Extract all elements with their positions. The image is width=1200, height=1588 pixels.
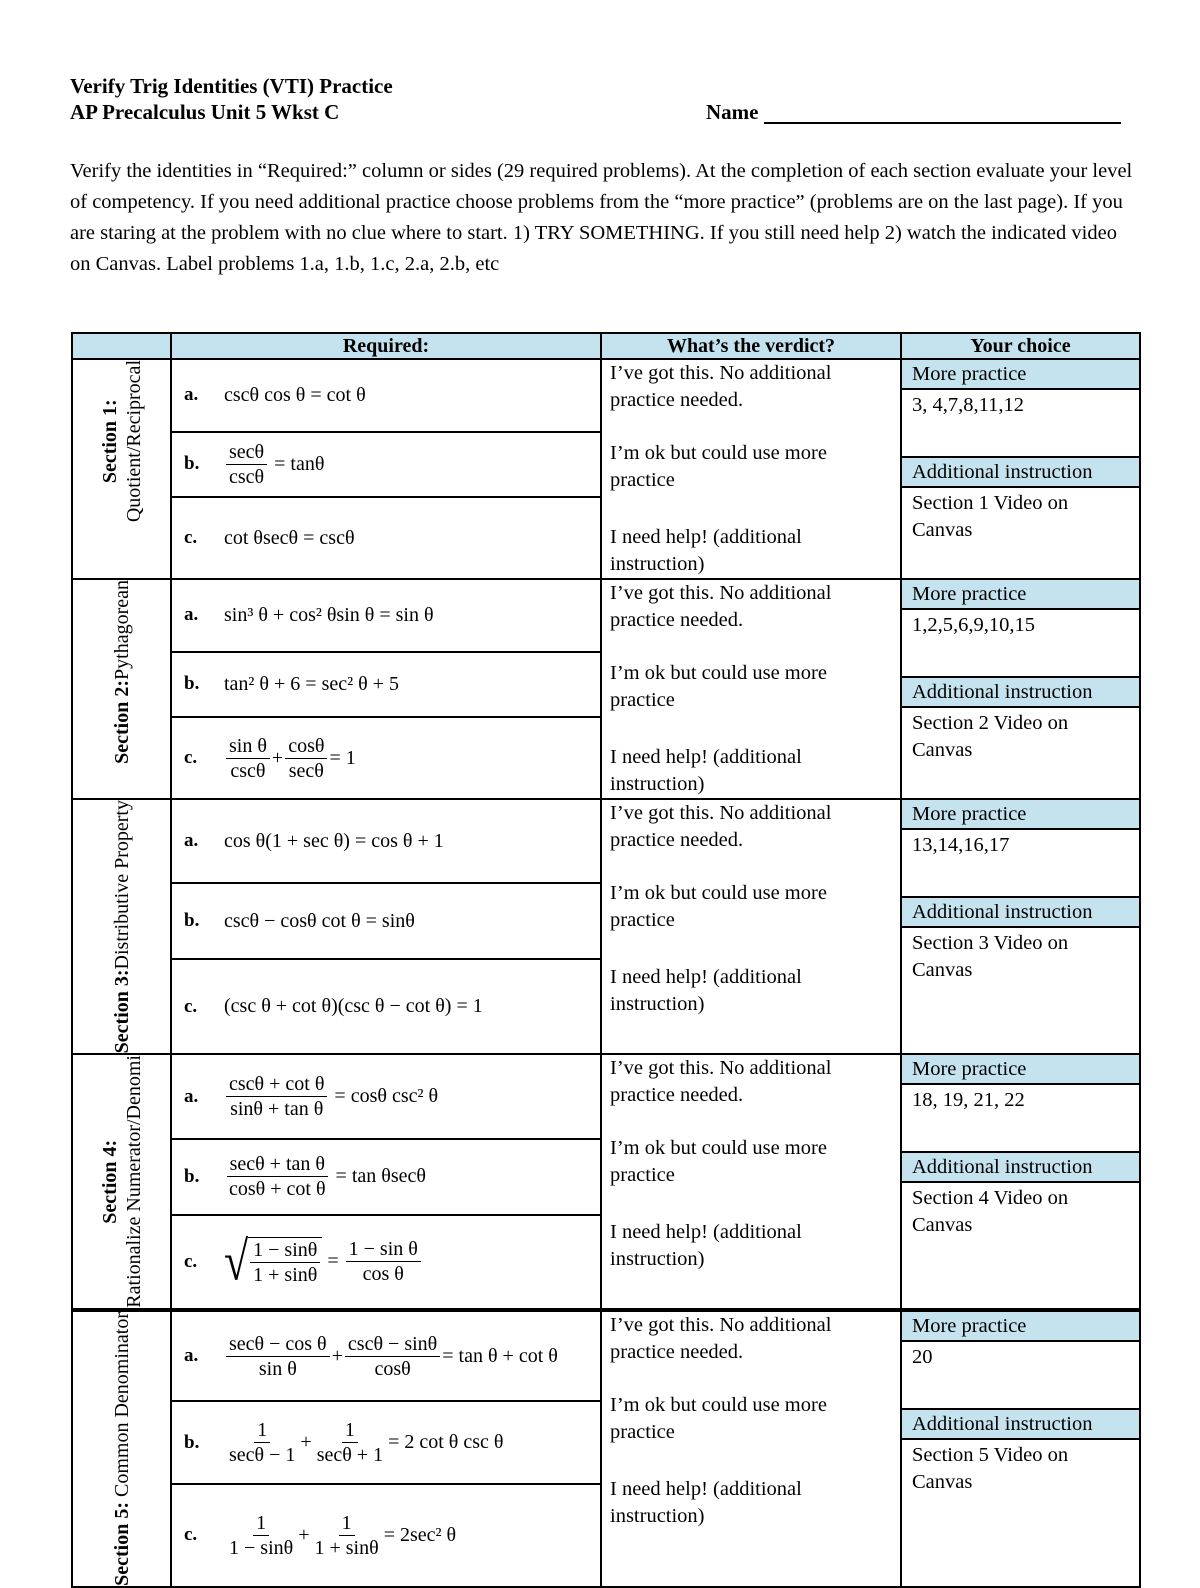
- verdict-help[interactable]: I need help! (additional instruction): [610, 1221, 802, 1271]
- section-4-label: Section 4: Rationalize Numerator/Denomi: [72, 1054, 171, 1310]
- choice-cell-4: [901, 1054, 1140, 1310]
- problem-3a: a. cos θ(1 + sec θ) = cos θ + 1: [171, 799, 601, 883]
- problem-1c: c. cot θsecθ = cscθ: [171, 497, 601, 579]
- table-row: [72, 799, 1140, 883]
- verdict-ok[interactable]: I’m ok but could use more practice: [610, 882, 827, 931]
- more-practice-problems: 18, 19, 21, 22: [912, 1089, 1025, 1112]
- verdict-cell-5: [601, 1310, 901, 1587]
- more-practice-problems: 20: [912, 1346, 933, 1369]
- verdict-cell-1: [601, 359, 901, 579]
- problem-5a: a. $\frac{\text{secθ − cos θ}}{\text{sin θ}}$ + $\frac{\csc\theta - \sin\theta}{\cos\theta}$ = tan θ + cot θ: [171, 1310, 601, 1401]
- verdict-got-this[interactable]: I’ve got this. No additional practice needed.: [610, 802, 832, 851]
- table-row: [72, 1054, 1140, 1138]
- table-row: [72, 579, 1140, 652]
- verdict-cell-2: [601, 579, 901, 799]
- header-blank: [72, 333, 171, 359]
- section-5-label: Section 5: Common Denominator: [72, 1310, 171, 1587]
- problem-2c: c. $\frac{\text{sin θ}}{\csc\theta}$ + $\frac{\cos\theta}{\sec\theta}$ = 1: [171, 717, 601, 799]
- choice-cell-5: [901, 1310, 1140, 1587]
- problem-4a: a. $\frac{\text{cscθ + cot θ}}{\text{sinθ + tan θ}}$ = cosθ csc² θ: [171, 1054, 601, 1138]
- section-3-label: Section 3:Distributive Property: [72, 799, 171, 1054]
- more-practice-label: More practice: [902, 360, 1139, 390]
- verdict-ok[interactable]: I’m ok but could use more practice: [610, 442, 827, 491]
- header-verdict: What’s the verdict?: [601, 333, 901, 359]
- video-link[interactable]: Section 2 Video on Canvas: [912, 712, 1069, 761]
- problem-4c: c. √ $\frac{1 - \sin\theta}{1 + \sin\theta}$ = $\frac{\text{1 − sin θ}}{\text{cos θ}}$: [171, 1215, 601, 1310]
- instructions-paragraph: Verify the identities in “Required:” column or sides (29 required problems). At the completion of each section evaluate your level of competency. If you need additional practice choose problems from the “more practice” (problems are on the last page). If you are staring at the problem with no clue where to start. 1) TRY SOMETHING. If you still need help 2) watch the indicated video on Canvas. Label problems 1.a, 1.b, 1.c, 2.a, 2.b, etc: [70, 160, 1133, 275]
- problem-2b: b. tan² θ + 6 = sec² θ + 5: [171, 652, 601, 717]
- table-row: [72, 359, 1140, 432]
- verdict-help[interactable]: I need help! (additional instruction): [610, 1478, 802, 1528]
- table-header-row: [72, 333, 1140, 359]
- problem-2a: a. sin³ θ + cos² θsin θ = sin θ: [171, 579, 601, 652]
- problem-1b: b. $\frac{\sec\theta}{\csc\theta}$ = tanθ: [171, 432, 601, 497]
- verdict-got-this[interactable]: I’ve got this. No additional practice needed.: [610, 1057, 832, 1107]
- video-link[interactable]: Section 1 Video on Canvas: [912, 492, 1069, 541]
- problem-4b: b. $\frac{\text{secθ + tan θ}}{\text{cosθ + cot θ}}$ = tan θsecθ: [171, 1139, 601, 1215]
- problem-3c: c. (csc θ + cot θ)(csc θ − cot θ) = 1: [171, 959, 601, 1054]
- more-practice-problems: 13,14,16,17: [912, 834, 1010, 856]
- header-choice: Your choice: [901, 333, 1140, 359]
- additional-instruction-label: Additional instruction: [902, 1151, 1139, 1183]
- section-1-label: Section 1: Quotient/Reciprocal: [72, 359, 171, 579]
- additional-instruction-label: Additional instruction: [902, 896, 1139, 928]
- more-practice-problems: 3, 4,7,8,11,12: [912, 394, 1024, 416]
- video-link[interactable]: Section 4 Video on Canvas: [912, 1187, 1069, 1237]
- choice-cell-1: [901, 359, 1140, 579]
- more-practice-problems: 1,2,5,6,9,10,15: [912, 614, 1035, 636]
- more-practice-label: More practice: [902, 1055, 1139, 1085]
- problem-5c: c. $\frac{1}{1 - \sin\theta}$ + $\frac{1}{1 + \sin\theta}$ = 2sec² θ: [171, 1484, 601, 1587]
- verdict-cell-3: [601, 799, 901, 1054]
- additional-instruction-label: Additional instruction: [902, 676, 1139, 708]
- verdict-help[interactable]: I need help! (additional instruction): [610, 966, 802, 1015]
- table-row: [72, 1310, 1140, 1401]
- verdict-got-this[interactable]: I’ve got this. No additional practice needed.: [610, 1314, 832, 1364]
- more-practice-label: More practice: [902, 1312, 1139, 1342]
- verdict-got-this[interactable]: I’ve got this. No additional practice needed.: [610, 582, 832, 631]
- choice-cell-3: [901, 799, 1140, 1054]
- verdict-cell-4: [601, 1054, 901, 1310]
- section-2-label: Section 2:Pythagorean: [72, 579, 171, 799]
- verdict-help[interactable]: I need help! (additional instruction): [610, 746, 802, 795]
- verdict-got-this[interactable]: I’ve got this. No additional practice needed.: [610, 362, 832, 411]
- choice-cell-2: [901, 579, 1140, 799]
- verdict-ok[interactable]: I’m ok but could use more practice: [610, 1394, 827, 1444]
- worksheet-title: Verify Trig Identities (VTI) Practice: [70, 74, 393, 98]
- problem-1a: a. cscθ cos θ = cot θ: [171, 359, 601, 432]
- more-practice-label: More practice: [902, 580, 1139, 610]
- verdict-ok[interactable]: I’m ok but could use more practice: [610, 662, 827, 711]
- problem-3b: b. cscθ − cosθ cot θ = sinθ: [171, 883, 601, 959]
- radical-sign: √: [224, 1230, 249, 1292]
- more-practice-label: More practice: [902, 800, 1139, 830]
- name-field-line[interactable]: [764, 122, 1121, 124]
- header-required: Required:: [171, 333, 601, 359]
- name-label: Name: [706, 100, 759, 124]
- worksheet-subtitle: AP Precalculus Unit 5 Wkst C: [70, 100, 340, 124]
- additional-instruction-label: Additional instruction: [902, 456, 1139, 488]
- problem-5b: b. $\frac{1}{\sec\theta - 1}$ + $\frac{1}{\sec\theta + 1}$ = 2 cot θ csc θ: [171, 1401, 601, 1483]
- additional-instruction-label: Additional instruction: [902, 1408, 1139, 1440]
- identities-table: [71, 332, 1141, 1588]
- video-link[interactable]: Section 5 Video on Canvas: [912, 1444, 1069, 1494]
- verdict-help[interactable]: I need help! (additional instruction): [610, 526, 802, 575]
- video-link[interactable]: Section 3 Video on Canvas: [912, 932, 1069, 981]
- verdict-ok[interactable]: I’m ok but could use more practice: [610, 1137, 827, 1187]
